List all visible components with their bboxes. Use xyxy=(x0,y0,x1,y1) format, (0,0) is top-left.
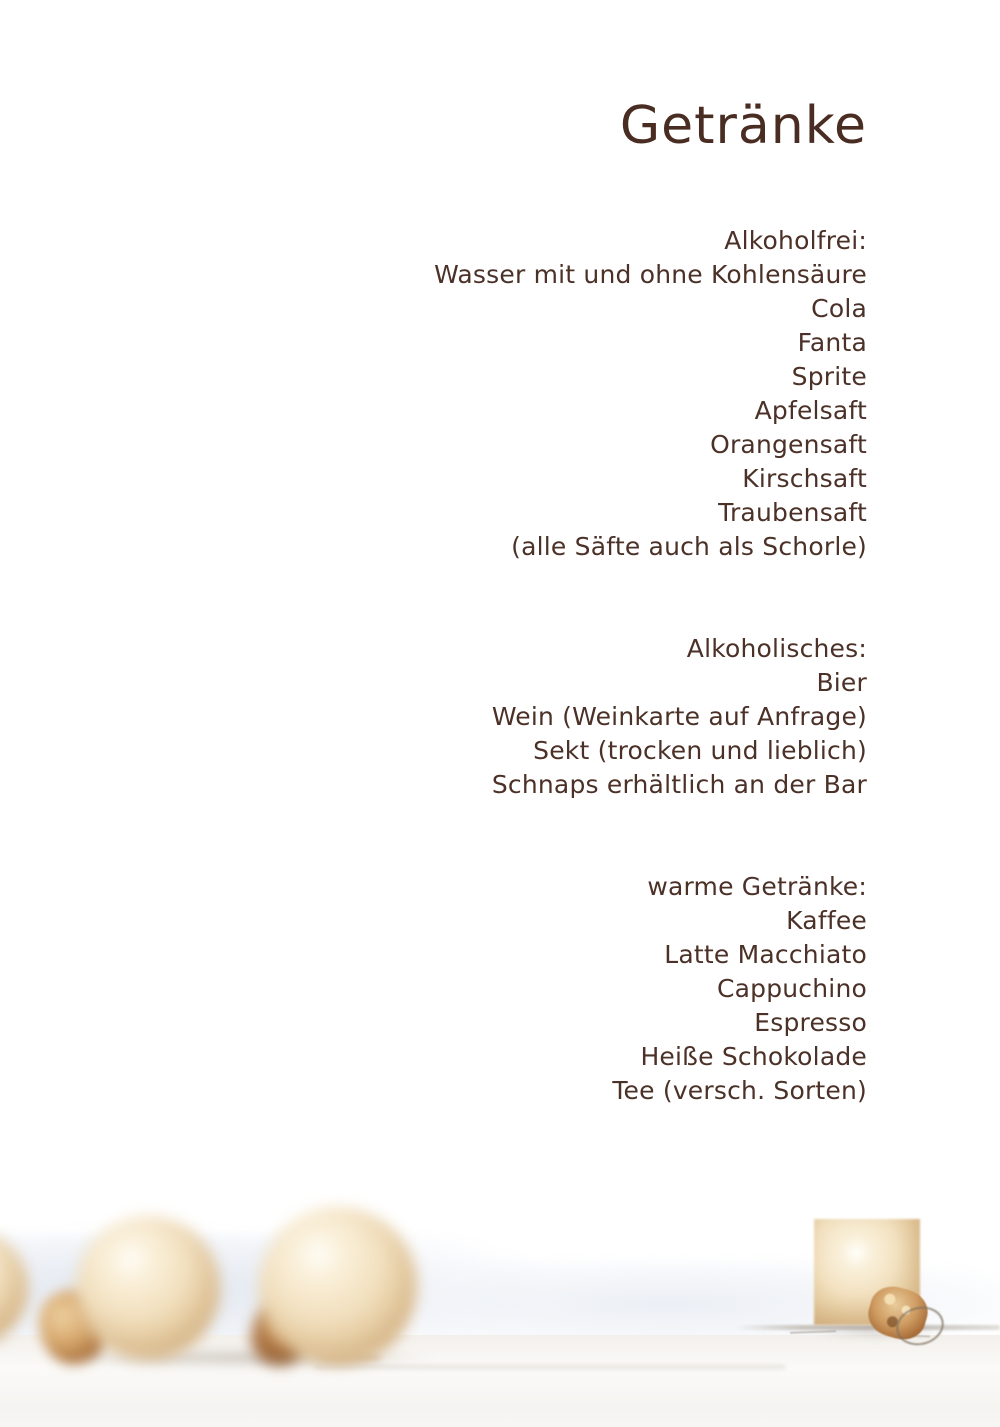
menu-item: Wasser mit und ohne Kohlensäure xyxy=(434,260,867,289)
snow-mound xyxy=(0,1235,540,1370)
bauble-shadow xyxy=(806,1323,946,1338)
bauble xyxy=(259,1207,417,1365)
menu-item: Kirschsaft xyxy=(742,464,867,493)
menu-item: (alle Säfte auch als Schorle) xyxy=(511,532,867,561)
menu-item: Heiße Schokolade xyxy=(640,1042,867,1071)
bauble-shadow xyxy=(40,1347,440,1369)
menu-item: Tee (versch. Sorten) xyxy=(612,1076,867,1105)
page-title: Getränke xyxy=(619,96,867,156)
gold-dust xyxy=(318,1353,382,1362)
menu-item: Apfelsaft xyxy=(754,396,867,425)
menu-item: Espresso xyxy=(754,1008,867,1037)
bauble-wire-loop xyxy=(892,1302,948,1350)
bauble xyxy=(814,1219,920,1325)
wooden-board xyxy=(0,1335,1000,1427)
menu-item: Kaffee xyxy=(786,906,867,935)
menu-item: Traubensaft xyxy=(718,498,867,527)
snow-mound xyxy=(420,1263,1000,1355)
board-edge xyxy=(735,1325,1000,1330)
menu-item: Wein (Weinkarte auf Anfrage) xyxy=(491,702,867,731)
menu-item: Sprite xyxy=(791,362,867,391)
section-alkoholisches xyxy=(0,632,867,802)
menu-item: Sekt (trocken und lieblich) xyxy=(533,736,867,765)
menu-item: Latte Macchiato xyxy=(664,940,867,969)
board-scratch xyxy=(900,1334,930,1337)
bauble-cap xyxy=(245,1297,314,1371)
section-header: Alkoholfrei: xyxy=(724,226,867,255)
board-scratch xyxy=(790,1330,836,1334)
bauble-cap xyxy=(863,1281,933,1345)
section-alkoholfrei xyxy=(0,224,867,564)
bauble-partial xyxy=(0,1230,28,1346)
bauble-cap xyxy=(30,1282,116,1373)
menu-item: Cola xyxy=(811,294,867,323)
bauble-photo-decoration xyxy=(0,1185,1000,1427)
section-header: Alkoholisches: xyxy=(686,634,867,663)
menu-item: Schnaps erhältlich an der Bar xyxy=(491,770,867,799)
section-warme-getraenke xyxy=(0,870,867,1108)
menu-item: Bier xyxy=(816,668,867,697)
section-header: warme Getränke: xyxy=(647,872,867,901)
menu-item: Cappuchino xyxy=(716,974,867,1003)
board-edge xyxy=(315,1365,785,1369)
menu-item: Fanta xyxy=(797,328,867,357)
bauble xyxy=(76,1216,220,1360)
menu-item: Orangensaft xyxy=(710,430,867,459)
